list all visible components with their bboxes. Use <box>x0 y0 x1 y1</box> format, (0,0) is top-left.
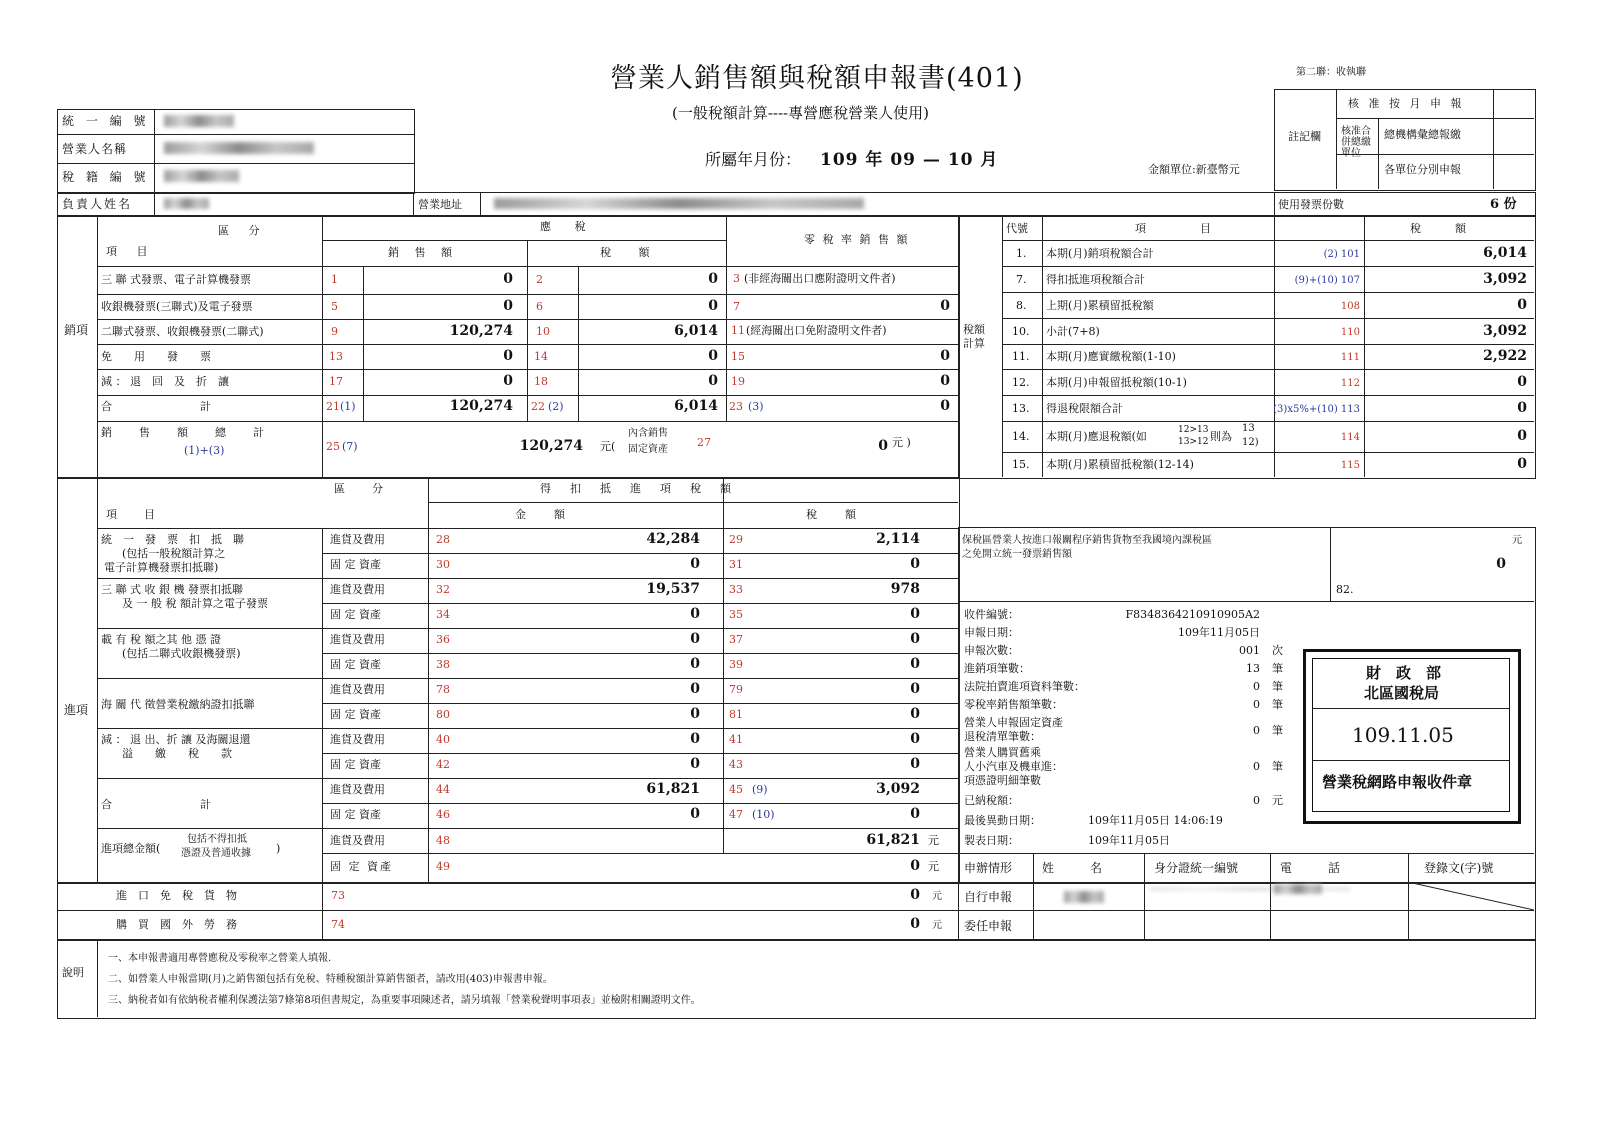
purchase-cell: 32 <box>436 583 450 596</box>
purchase-cell: 固 定 資產 <box>330 758 381 771</box>
purchase-cell: 0 <box>690 631 700 647</box>
receipt-cell: 零稅率銷售額筆數： <box>964 698 1063 711</box>
bonded-value: 0 <box>1496 556 1506 572</box>
purchase-cell: 0 <box>910 556 920 572</box>
period-value: 109 年 09 — 10 月 <box>820 150 999 170</box>
note-1: 一、本申報書適用專營應稅及零稅率之營業人填報. <box>108 953 332 964</box>
form-title: 營業人銷售額與稅額申報書(401) <box>610 63 1024 94</box>
purchase-cell: (包括一般稅額計算之 <box>122 547 226 560</box>
purchase-cell: 海 關 代 徵營業稅繳納證扣抵聯 <box>101 698 255 711</box>
purchase-cell: 38 <box>436 658 450 671</box>
purchase-cell: 固 定 資產 <box>330 558 381 571</box>
receipt-cell: F8348364210910905A2 <box>1125 608 1260 621</box>
receipt-cell: 筆 <box>1272 662 1283 675</box>
not-applicable-slash <box>1408 882 1534 910</box>
purchase-cell: 0 <box>690 756 700 772</box>
purchase-cell: 0 <box>690 656 700 672</box>
receipt-cell: 申報日期： <box>964 626 1019 639</box>
invoice-count-value: 6 份 <box>1490 197 1517 212</box>
receipt-cell: 0 <box>1253 680 1260 693</box>
purchase-cell: 進貨及費用 <box>330 583 385 596</box>
purchase-cell: 進貨及費用 <box>330 683 385 696</box>
sales-amount-header: 銷 售 額 <box>388 246 458 259</box>
copy-label: 第二聯：收執聯 <box>1296 67 1366 78</box>
purchase-cell: 0 <box>690 706 700 722</box>
duty-free-imports-label: 進 口 免 稅 貨 物 <box>116 889 237 902</box>
bonded-unit: 元 <box>1512 535 1522 546</box>
deductible-header: 得 扣 抵 進 項 稅 額 <box>540 482 735 495</box>
purchases-section-label: 進項 <box>64 703 89 717</box>
sales-tax-header: 稅 額 <box>600 246 662 259</box>
purchase-cell: 44 <box>436 783 450 796</box>
purchase-tax-header: 稅 額 <box>806 508 858 521</box>
owner-label: 負責人姓名 <box>62 197 133 211</box>
purchase-cell: 2,114 <box>876 531 920 547</box>
receipt-cell: 109年11月05日 <box>1178 626 1260 639</box>
note-2: 二、如營業人申報當期(月)之銷售額包括有免稅、特種稅額計算銷售額者，請改用(403)申報書申報。 <box>108 974 553 985</box>
purchase-cell: 固 定 資產 <box>330 708 381 721</box>
purchase-cell: 45 <box>729 783 743 796</box>
purchase-cell: 0 <box>690 806 700 822</box>
stamp-line-3: 營業稅網路申報收件章 <box>1322 773 1473 791</box>
purchase-cell: 三 聯 式 收 銀 機 發票扣抵聯 <box>101 583 243 596</box>
purchase-cell: 36 <box>436 633 450 646</box>
redacted-business-name <box>164 142 314 154</box>
agent-filing-label: 委任申報 <box>964 919 1013 933</box>
duty-free-imports-code: 73 <box>331 889 345 902</box>
taxable-header: 應 稅 <box>540 220 596 233</box>
purchase-cell: 統 一 發 票 扣 抵 聯 <box>101 533 244 546</box>
purchase-cell: 固 定 資產 <box>330 658 381 671</box>
receipt-cell: 筆 <box>1272 680 1283 693</box>
foreign-services-code: 74 <box>331 918 345 931</box>
tax-calc-label: 稅額計算 <box>963 323 985 350</box>
code-header: 代號 <box>1006 222 1028 235</box>
purchase-cell: 79 <box>729 683 743 696</box>
redacted-owner <box>164 198 209 209</box>
receipt-cell: 001 <box>1239 644 1260 657</box>
self-filing-label: 自行申報 <box>964 890 1013 904</box>
consolidated-label: 核准合併總繳單位 <box>1341 126 1371 159</box>
purchase-cell: 進貨及費用 <box>330 733 385 746</box>
stamp-line-2: 北區國稅局 <box>1364 684 1440 702</box>
stamp-date: 109.11.05 <box>1352 723 1454 747</box>
purchase-cell: (10) <box>752 808 775 821</box>
filing-name-header: 姓 名 <box>1042 861 1103 875</box>
purchase-cell: 43 <box>729 758 743 771</box>
purchase-cell: (包括二聯式收銀機發票) <box>122 647 241 660</box>
sales-section-label: 銷項 <box>64 323 89 337</box>
notes-label: 說明 <box>62 966 84 979</box>
purchase-cell: 42 <box>436 758 450 771</box>
redacted-filer-phone <box>1274 884 1322 894</box>
filing-case-header: 申辦情形 <box>964 861 1013 875</box>
receipt-cell: 次 <box>1272 644 1283 657</box>
purchase-cell: 19,537 <box>646 581 700 597</box>
purchase-cell: 0 <box>910 681 920 697</box>
tax-item-header: 項 目 <box>1135 222 1213 235</box>
receipt-cell: 13 <box>1246 662 1260 675</box>
duty-free-imports-value: 0 <box>910 887 920 903</box>
receipt-cell: 申報次數： <box>964 644 1019 657</box>
purchase-cell: 28 <box>436 533 450 546</box>
purchase-cell: 30 <box>436 558 450 571</box>
foreign-services-label: 購 買 國 外 勞 務 <box>116 918 237 931</box>
purchase-cell: 40 <box>436 733 450 746</box>
tax-amount-header: 稅 額 <box>1410 222 1470 235</box>
purchase-cell: 固 定 資產 <box>330 808 381 821</box>
purchase-cell: (9) <box>752 783 768 796</box>
purchase-cell: 0 <box>910 606 920 622</box>
tax-reg-no-label: 稅 籍 編 號 <box>62 170 150 184</box>
purchase-cell: 0 <box>910 706 920 722</box>
purchase-cell: 39 <box>729 658 743 671</box>
purchase-cell: 0 <box>690 606 700 622</box>
head-office-option: 總機構彙總報繳 <box>1384 128 1461 141</box>
purchase-cell: 減 ： 退 出、折 讓 及海關退還 <box>101 733 251 746</box>
redacted-address <box>494 198 864 209</box>
address-label: 營業地址 <box>418 198 462 211</box>
purchase-cell: 0 <box>910 656 920 672</box>
purchase-cell: 978 <box>890 581 920 597</box>
invoice-count-label: 使用發票份數 <box>1278 198 1344 211</box>
bonded-text-2: 之免開立統一發票銷售額 <box>962 549 1072 560</box>
zero-rate-header: 零 稅 率 銷 售 額 <box>804 233 910 246</box>
purchase-cell: 0 <box>910 756 920 772</box>
purchase-cell: 33 <box>729 583 743 596</box>
redacted-filer-name <box>1064 891 1104 903</box>
filing-reg-header: 登錄文(字)號 <box>1424 861 1494 875</box>
receipt-cell: 法院拍賣進項資料筆數： <box>964 680 1085 693</box>
sales-category-header: 區 分 <box>218 224 268 237</box>
receipt-cell: 筆 <box>1272 698 1283 711</box>
foreign-services-value: 0 <box>910 916 920 932</box>
purchase-cell: 電子計算機發票扣抵聯) <box>104 561 219 574</box>
bonded-text-1: 保稅區營業人按進口報關程序銷售貨物至我國境內課稅區 <box>962 535 1212 546</box>
purchase-cell: 42,284 <box>646 531 700 547</box>
purchase-cell: 34 <box>436 608 450 621</box>
purchase-cell: 37 <box>729 633 743 646</box>
purchase-cell: 進貨及費用 <box>330 533 385 546</box>
period-label: 所屬年月份： <box>705 150 802 169</box>
purchase-cell: 61,821 <box>646 781 700 797</box>
purchase-cell: 41 <box>729 733 743 746</box>
stamp-line-1: 財 政 部 <box>1366 664 1442 682</box>
purchase-cell: 進貨及費用 <box>330 783 385 796</box>
note-3: 三、納稅者如有依納稅者權利保護法第7條第8項但書規定，為重要事項陳述者，請另填報「營業稅聲明事項表」並檢附相關證明文件。 <box>108 995 701 1006</box>
purchase-cell: 及 一 般 稅 額計算之電子發票 <box>122 597 268 610</box>
sales-item-header: 項 目 <box>106 245 156 258</box>
purchase-amount-header: 金 額 <box>515 508 567 521</box>
purchase-cell: 78 <box>436 683 450 696</box>
purchase-cell: 3,092 <box>876 781 920 797</box>
form-subtitle: (一般稅額計算----專營應稅營業人使用) <box>672 104 929 122</box>
remark-label: 註記欄 <box>1288 130 1321 143</box>
purchase-cell: 46 <box>436 808 450 821</box>
purchase-cell: 47 <box>729 808 743 821</box>
receipt-cell: 收件編號： <box>964 608 1019 621</box>
purchase-cell: 0 <box>690 681 700 697</box>
receipt-cell: 0 <box>1253 698 1260 711</box>
purchase-cell: 溢 繳 稅 款 <box>122 747 232 760</box>
purchase-cell: 0 <box>690 731 700 747</box>
purchases-item-header: 項 目 <box>106 508 163 521</box>
monthly-approved-label: 核 准 按 月 申 報 <box>1348 97 1465 110</box>
tax-return-form-401: 營業人銷售額與稅額申報書(401) (一般稅額計算----專營應稅營業人使用) 第二聯：收執聯 所屬年月份： 109 年 09 — 10 月 金額單位:新臺幣元 核 准 按 月 申 報 註記欄 核准合併總繳單位 總機構彙總報繳 各單位分別申報 統 一 編 號 營業人名稱 稅 籍 編 號 負責人姓名 營業地址 使用發票份數 6 份 銷項 區 分 項 目 應 稅 銷 售 額 稅 額 零 稅 率 銷 售 額 三 聯 式發票、電子計算機發票 1 0 2 0 3 (非經海關出口應附證明文件者) 收銀機發票(三聯式)及電子發票 5 0 6 0 7 0 二聯式發票、收銀機發票(二聯式) 9 120,274 10 6,014 11 (經海關出口免附證明文件者) 免 用 發 票 13 0 14 0 15 0 減 ： 退 回 及 折 讓 17 0 18 0 19 0 合 計 21 (1) 120,274 22 (2) 6,014 23 (3) 0 銷 售 額 總 計 (1)+(3) 25 (7) 120,274 元( 內含銷售固定資產 27 0 元 ) 稅額計算 代號 項 目 稅 額 1. 本期(月)銷項稅額合計 (2) 101 6,014 7. 得扣抵進項稅額合計 (9)+(10) 107 3,092 8. 上期(月)累積留抵稅額 108 0 10. 小計(7+8) 110 3,092 11. 本期(月)應實繳稅額(1-10) 111 2,922 12. 本期(月)申報留抵稅額(10-1) 112 0 13. 得退稅限額合計 (3)x5%+(10) 113 0 14. 本期(月)應退稅額(如 12>13 13>12 則為 13 12) 114 0 15. 本期(月)累積留抵稅額(12-14) 115 0 進項 區 分 項 目 得 扣 抵 進 項 稅 額 金 額 稅 額 統 一 發 票 扣 抵 聯 (包括一般稅額計算之 電子計算機發票扣抵聯) 進貨及費用 28 42,284 29 2,114 固 定 資產 30 0 31 0 三 聯 式 收 銀 機 發票扣抵聯 及 一 般 稅 額計算之電子發票 進貨及費用 32 19,537 33 978 固 定 資產 34 0 35 0 載 有 稅 額之其 他 憑 證 (包括二聯式收銀機發票) 進貨及費用 36 0 37 0 固 定 資產 38 0 39 0 海 關 代 徵營業稅繳納證扣抵聯 進貨及費用 78 0 79 0 固 定 資產 80 0 81 0 減 ： 退 出、折 讓 及海關退還 溢 繳 稅 款 進貨及費用 40 0 41 0 固 定 資產 42 0 43 0 合 計 進貨及費用 44 61,821 45 (9) 3,092 固 定 資產 46 0 47 (10) 0 進項總金額( 包括不得扣抵 憑證及普通收據 ) 進貨及費用 48 61,821 元 固 定 資產 49 0 元 保稅區營業人按進口報關程序銷售貨物至我國境內課稅區 之免開立統一發票銷售額 元 0 82. 收件編號： F8348364210910905A2 申報日期： 109年11月05日 申報次數： 001 次 進銷項筆數： 13 筆 法院拍賣進項資料筆數： 0 筆 零稅率銷售額筆數： 0 筆 營業人申報固定資產 退稅清單筆數： 0 筆 營業人購買舊乘 人小汽車及機車進： 項憑證明細筆數 0 筆 已納稅額： 0 元 最後異動日期： 109年11月05日 14:06:19 製表日期： 109年11月05日 財 政 部 北區國稅局 109.11.05 營業稅網路申報收件章 進 口 免 稅 貨 物 73 0 元 購 買 國 外 勞 務 74 0 元 申辦情形 姓 名 身分證統一編號 電 話 登錄文(字)號 自行申報 委任申報 說明 一、本申報書適用專營應稅及零稅率之營業人填報. 二、如營業人申報當期(月)之銷售額包括有免稅、特種稅額計算銷售額者，請改用(403)申報書申報。 三、納稅者如有依納稅者權利保護法第7條第8項但書規定，為重要事項陳述者，請另填報「營業稅聲明事項表」並檢附相關證明文件。 <box>0 0 1611 1132</box>
purchase-cell: 0 <box>690 556 700 572</box>
purchase-cell: 35 <box>729 608 743 621</box>
purchase-cell: 合 計 <box>101 798 211 811</box>
redacted-tax-reg-no <box>164 170 239 182</box>
purchase-cell: 0 <box>910 731 920 747</box>
purchases-category-header: 區 分 <box>334 482 391 495</box>
filing-id-header: 身分證統一編號 <box>1154 861 1239 875</box>
filing-phone-header: 電 話 <box>1280 861 1341 875</box>
purchase-cell: 31 <box>729 558 743 571</box>
purchase-cell: 80 <box>436 708 450 721</box>
redacted-uniform-no <box>164 115 234 127</box>
currency-unit: 金額單位:新臺幣元 <box>1148 163 1240 176</box>
bonded-code: 82. <box>1336 583 1354 596</box>
purchase-cell: 載 有 稅 額之其 他 憑 證 <box>101 633 221 646</box>
purchase-cell: 進貨及費用 <box>330 633 385 646</box>
branch-option: 各單位分別申報 <box>1384 163 1461 176</box>
purchase-cell: 81 <box>729 708 743 721</box>
uniform-no-label: 統 一 編 號 <box>62 114 150 128</box>
purchase-cell: 固 定 資產 <box>330 608 381 621</box>
purchase-cell: 0 <box>910 806 920 822</box>
purchase-cell: 29 <box>729 533 743 546</box>
receipt-cell: 進銷項筆數： <box>964 662 1030 675</box>
business-name-label: 營業人名稱 <box>62 142 128 156</box>
purchase-cell: 0 <box>910 631 920 647</box>
